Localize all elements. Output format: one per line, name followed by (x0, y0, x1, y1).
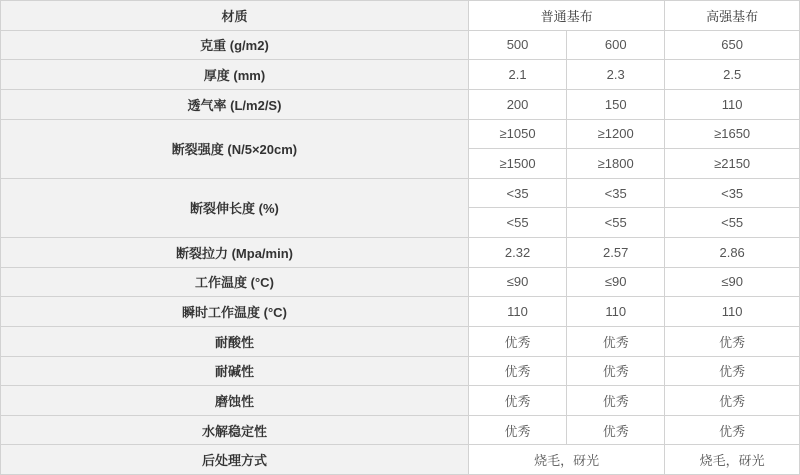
cell-acid-1: 优秀 (468, 326, 566, 356)
cell-working-temp-2: ≤90 (567, 267, 665, 297)
cell-thickness-1: 2.1 (468, 60, 566, 90)
cell-abrasion-2: 优秀 (567, 386, 665, 416)
cell-elongation-warp-1: <35 (468, 178, 566, 208)
cell-alkali-3: 优秀 (665, 356, 800, 386)
table-header-row (1, 1, 800, 31)
cell-working-temp-3: ≤90 (665, 267, 800, 297)
table-row (1, 297, 800, 327)
cell-weight-2: 600 (567, 30, 665, 60)
table-row (1, 89, 800, 119)
cell-post-treatment-1: 烧毛，砑光 (468, 445, 664, 475)
table-row (1, 267, 800, 297)
cell-acid-3: 优秀 (665, 326, 800, 356)
cell-hydrolysis-2: 优秀 (567, 415, 665, 445)
cell-alkali-2: 优秀 (567, 356, 665, 386)
row-label-weight: 克重 (g/m2) (1, 30, 469, 60)
row-label-tensile: 断裂拉力 (Mpa/min) (1, 238, 469, 268)
cell-post-treatment-2: 烧毛，砑光 (665, 445, 800, 475)
cell-abrasion-1: 优秀 (468, 386, 566, 416)
cell-strength-warp-2: ≥1200 (567, 119, 665, 149)
cell-weight-3: 650 (665, 30, 800, 60)
cell-air-1: 200 (468, 89, 566, 119)
row-label-abrasion: 磨蚀性 (1, 386, 469, 416)
table-row (1, 445, 800, 475)
cell-air-3: 110 (665, 89, 800, 119)
row-label-acid-resistance: 耐酸性 (1, 326, 469, 356)
cell-hydrolysis-3: 优秀 (665, 415, 800, 445)
row-label-working-temp: 工作温度 (°C) (1, 267, 469, 297)
cell-elongation-weft-3: <55 (665, 208, 800, 238)
table-row (1, 356, 800, 386)
cell-alkali-1: 优秀 (468, 356, 566, 386)
cell-elongation-weft-2: <55 (567, 208, 665, 238)
cell-tensile-3: 2.86 (665, 238, 800, 268)
cell-strength-weft-1: ≥1500 (468, 149, 566, 179)
cell-instant-temp-3: 110 (665, 297, 800, 327)
header-column-standard: 普通基布 (468, 1, 664, 31)
row-label-air-permeability: 透气率 (L/m2/S) (1, 89, 469, 119)
cell-working-temp-1: ≤90 (468, 267, 566, 297)
cell-air-2: 150 (567, 89, 665, 119)
table-row (1, 178, 800, 208)
row-label-post-treatment: 后处理方式 (1, 445, 469, 475)
row-label-breaking-strength: 断裂强度 (N/5×20cm) (1, 119, 469, 178)
table-row (1, 238, 800, 268)
table-row (1, 326, 800, 356)
cell-instant-temp-1: 110 (468, 297, 566, 327)
cell-instant-temp-2: 110 (567, 297, 665, 327)
header-column-highstrength: 高强基布 (665, 1, 800, 31)
cell-tensile-1: 2.32 (468, 238, 566, 268)
table-row (1, 415, 800, 445)
cell-weight-1: 500 (468, 30, 566, 60)
cell-acid-2: 优秀 (567, 326, 665, 356)
cell-tensile-2: 2.57 (567, 238, 665, 268)
row-label-hydrolysis: 水解稳定性 (1, 415, 469, 445)
cell-elongation-warp-2: <35 (567, 178, 665, 208)
table-row (1, 60, 800, 90)
cell-elongation-warp-3: <35 (665, 178, 800, 208)
cell-elongation-weft-1: <55 (468, 208, 566, 238)
cell-strength-weft-2: ≥1800 (567, 149, 665, 179)
row-label-thickness: 厚度 (mm) (1, 60, 469, 90)
row-label-instant-temp: 瞬时工作温度 (°C) (1, 297, 469, 327)
cell-thickness-2: 2.3 (567, 60, 665, 90)
row-label-elongation: 断裂伸长度 (%) (1, 178, 469, 237)
table-row (1, 30, 800, 60)
cell-thickness-3: 2.5 (665, 60, 800, 90)
header-material: 材质 (1, 1, 469, 31)
table-row (1, 119, 800, 149)
cell-strength-warp-3: ≥1650 (665, 119, 800, 149)
cell-strength-warp-1: ≥1050 (468, 119, 566, 149)
cell-strength-weft-3: ≥2150 (665, 149, 800, 179)
cell-abrasion-3: 优秀 (665, 386, 800, 416)
row-label-alkali-resistance: 耐碱性 (1, 356, 469, 386)
cell-hydrolysis-1: 优秀 (468, 415, 566, 445)
table-row (1, 386, 800, 416)
